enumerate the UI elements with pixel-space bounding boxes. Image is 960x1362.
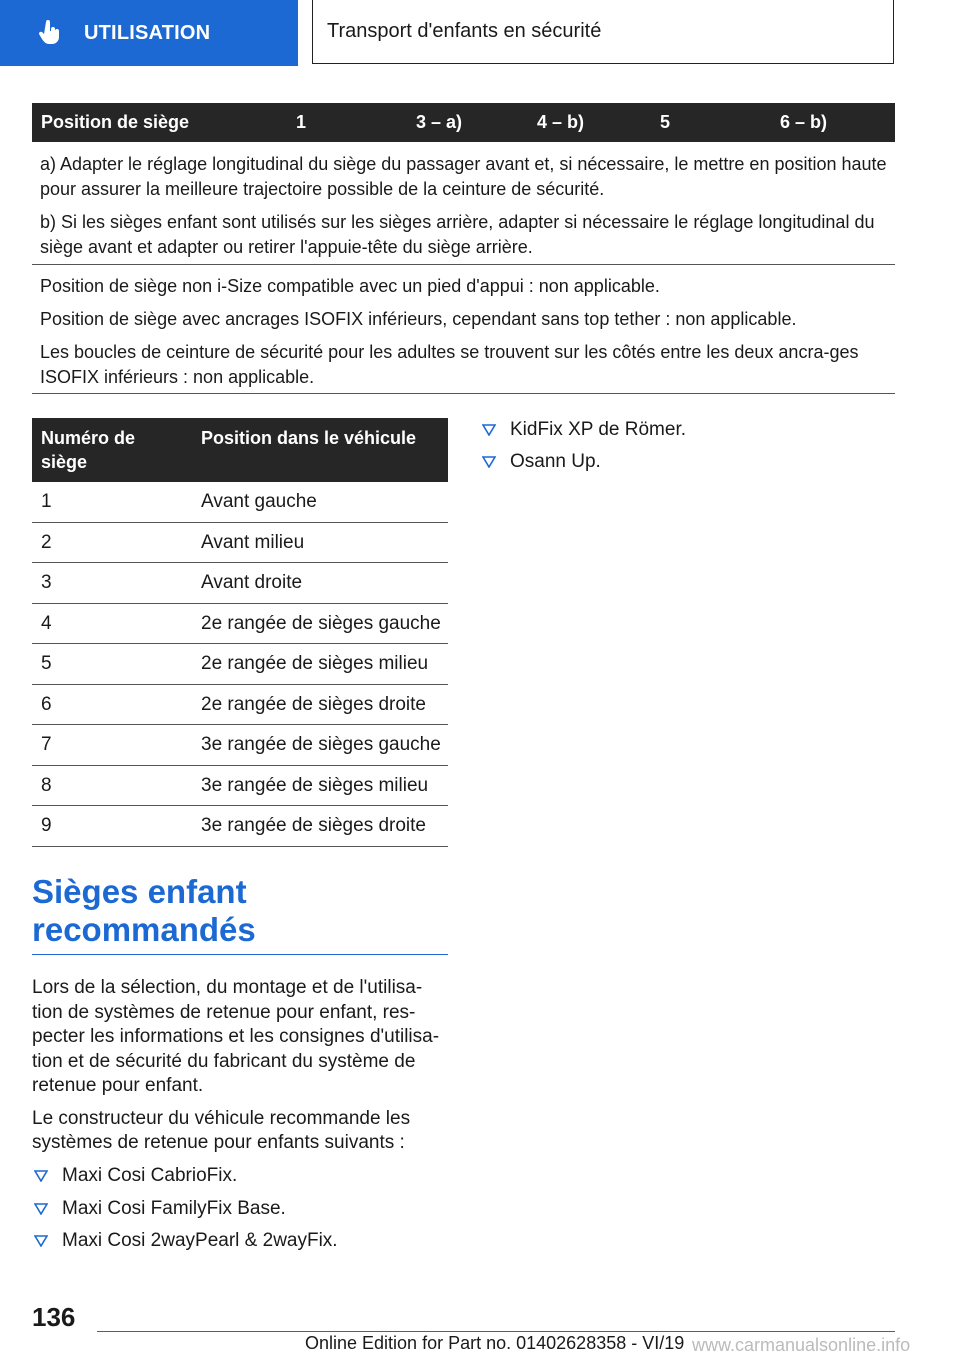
paragraph: Le constructeur du véhicule recommande les systèmes de retenue pour enfants suivants :	[32, 1107, 411, 1153]
info-line: Position de siège avec ancrages ISOFIX inférieurs, cependant sans top tether : non applicable.	[40, 309, 797, 329]
table-row	[32, 725, 448, 766]
seat-position: 2e rangée de sièges gauche	[201, 612, 441, 634]
table-row	[32, 766, 448, 807]
col-header: 6 – b)	[780, 112, 828, 132]
seat-position: 2e rangée de sièges droite	[201, 693, 426, 715]
table-row	[32, 523, 448, 564]
seat-number: 8	[41, 774, 52, 796]
footer-rule	[97, 1331, 895, 1332]
divider	[32, 264, 895, 265]
seat-number: 3	[41, 572, 52, 593]
paragraph: Lors de la sélection, du montage et de l'utilisa-tion de systèmes de retenue pour enfant, res-pecter les informations et les consignes d'utilisa-tion et de sécurité du fabricant du système de retenue pour enfant.	[32, 977, 440, 1096]
section-tab	[0, 0, 298, 66]
list-item-label: Maxi Cosi CabrioFix.	[62, 1165, 238, 1186]
triangle-bullet-icon	[482, 456, 496, 468]
table-row	[32, 604, 448, 645]
seat-position: 3e rangée de sièges milieu	[201, 774, 429, 796]
list-item-label: Maxi Cosi FamilyFix Base.	[62, 1198, 286, 1219]
seat-number: 5	[41, 653, 52, 674]
page-title: Transport d'enfants en sécurité	[312, 0, 894, 64]
triangle-bullet-icon	[482, 424, 496, 436]
table-row	[32, 644, 448, 685]
col-header: Position de siège	[41, 112, 190, 132]
list-item	[34, 1230, 338, 1252]
divider	[32, 393, 895, 394]
table-row	[32, 482, 448, 523]
hand-pointer-icon	[38, 20, 62, 46]
footnote-a: a) Adapter le réglage longitudinal du siège du passager avant et, si nécessaire, le mettre en position haute pour assurer la meilleure trajectoire possible de la ceinture de sécurité.	[40, 154, 887, 199]
col-header: 5	[660, 112, 671, 132]
edition-text: Online Edition for Part no. 01402628358 - VI/19	[305, 1333, 685, 1353]
watermark: www.carmanualsonline.info	[692, 1335, 911, 1355]
list-item-label: Osann Up.	[510, 451, 601, 472]
triangle-bullet-icon	[34, 1235, 48, 1247]
list-item	[34, 1165, 237, 1187]
col-header: 1	[296, 112, 307, 132]
seat-number: 2	[41, 531, 52, 553]
seat-number: 6	[41, 693, 52, 715]
seat-position: Avant milieu	[201, 531, 305, 553]
info-line: Les boucles de ceinture de sécurité pour les adultes se trouvent sur les côtés entre les deux ancra-ges ISOFIX inférieurs : non applicable.	[40, 342, 859, 387]
table-row	[32, 685, 448, 726]
section-heading: Sièges enfant recommandés	[32, 873, 256, 948]
page-number: 136	[32, 1302, 76, 1332]
seat-position: Avant droite	[201, 572, 303, 593]
col-header: 3 – a)	[416, 112, 463, 132]
triangle-bullet-icon	[34, 1170, 48, 1182]
seat-table	[32, 418, 448, 847]
section-label: UTILISATION	[84, 21, 211, 44]
heading-underline	[32, 954, 448, 955]
seat-position: 3e rangée de sièges droite	[201, 815, 426, 836]
seat-position: 2e rangée de sièges milieu	[201, 653, 429, 674]
triangle-bullet-icon	[34, 1203, 48, 1215]
list-item	[34, 1198, 286, 1220]
seat-number: 4	[41, 612, 52, 634]
table-row	[32, 563, 448, 604]
list-item-label: KidFix XP de Römer.	[510, 419, 687, 440]
list-item-label: Maxi Cosi 2wayPearl & 2wayFix.	[62, 1230, 338, 1251]
header-position: Position dans le véhicule	[201, 428, 417, 448]
seat-position: Avant gauche	[201, 491, 317, 512]
header-seat-number: Numéro de siège	[41, 428, 136, 472]
col-header: 4 – b)	[537, 112, 585, 132]
seat-number: 1	[41, 491, 52, 512]
list-item	[482, 451, 601, 473]
list-item	[482, 419, 686, 441]
seat-number: 9	[41, 815, 52, 836]
info-line: Position de siège non i-Size compatible avec un pied d'appui : non applicable.	[40, 276, 660, 296]
seat-table-header	[32, 418, 448, 482]
seat-number: 7	[41, 734, 52, 755]
footnote-b: b) Si les sièges enfant sont utilisés sur les sièges arrière, adapter si nécessaire le réglage longitudinal du siège avant et adapter ou retirer l'appuie-tête du siège arrière.	[40, 212, 875, 257]
seat-position: 3e rangée de sièges gauche	[201, 734, 441, 755]
table-row	[32, 806, 448, 847]
